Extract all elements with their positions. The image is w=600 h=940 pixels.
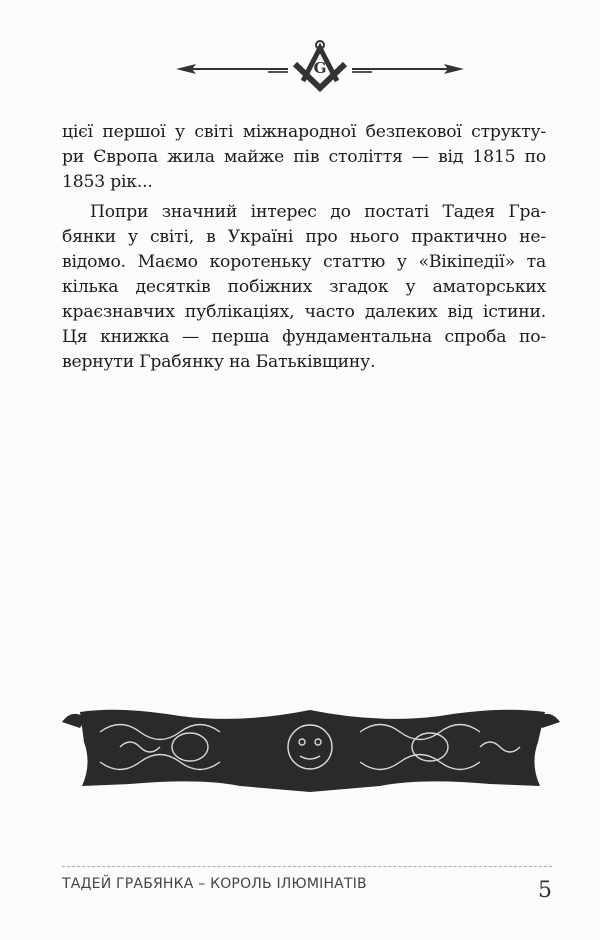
text-line: кілька десятків побіжних згадок у аматорських [62,277,546,297]
text-line: Ця книжка — перша фундаментальна спроба по- [62,327,546,347]
text-line: вернути Грабянку на Батьківщину. [62,352,376,372]
letter-g: G [313,59,327,77]
body-text [62,120,546,375]
page-number: 5 [538,878,552,903]
text-line: цієї першої у світі міжнародної безпекової структу- [62,122,546,142]
text-line: Попри значний інтерес до постаті Тадея Гра- [90,202,546,222]
footer-divider [62,866,552,867]
text-line: краєзнавчих публікаціях, часто далеких від істини. [62,302,546,322]
paragraph-2 [62,200,546,375]
decorative-engraving-band [60,702,562,794]
header-ornament-masonic-icon [170,36,470,96]
text-line: ри Європа жила майже пів століття — від 1815 по [62,147,546,167]
running-title: ТАДЕЙ ГРАБЯНКА – КОРОЛЬ ІЛЮМІНАТІВ [62,876,367,892]
paragraph-1 [62,120,546,195]
text-line: відомо. Маємо коротеньку статтю у «Вікіпедії» та [62,252,546,272]
text-line: бянки у світі, в Україні про нього практично не- [62,227,546,247]
text-line: 1853 рік... [62,172,153,192]
